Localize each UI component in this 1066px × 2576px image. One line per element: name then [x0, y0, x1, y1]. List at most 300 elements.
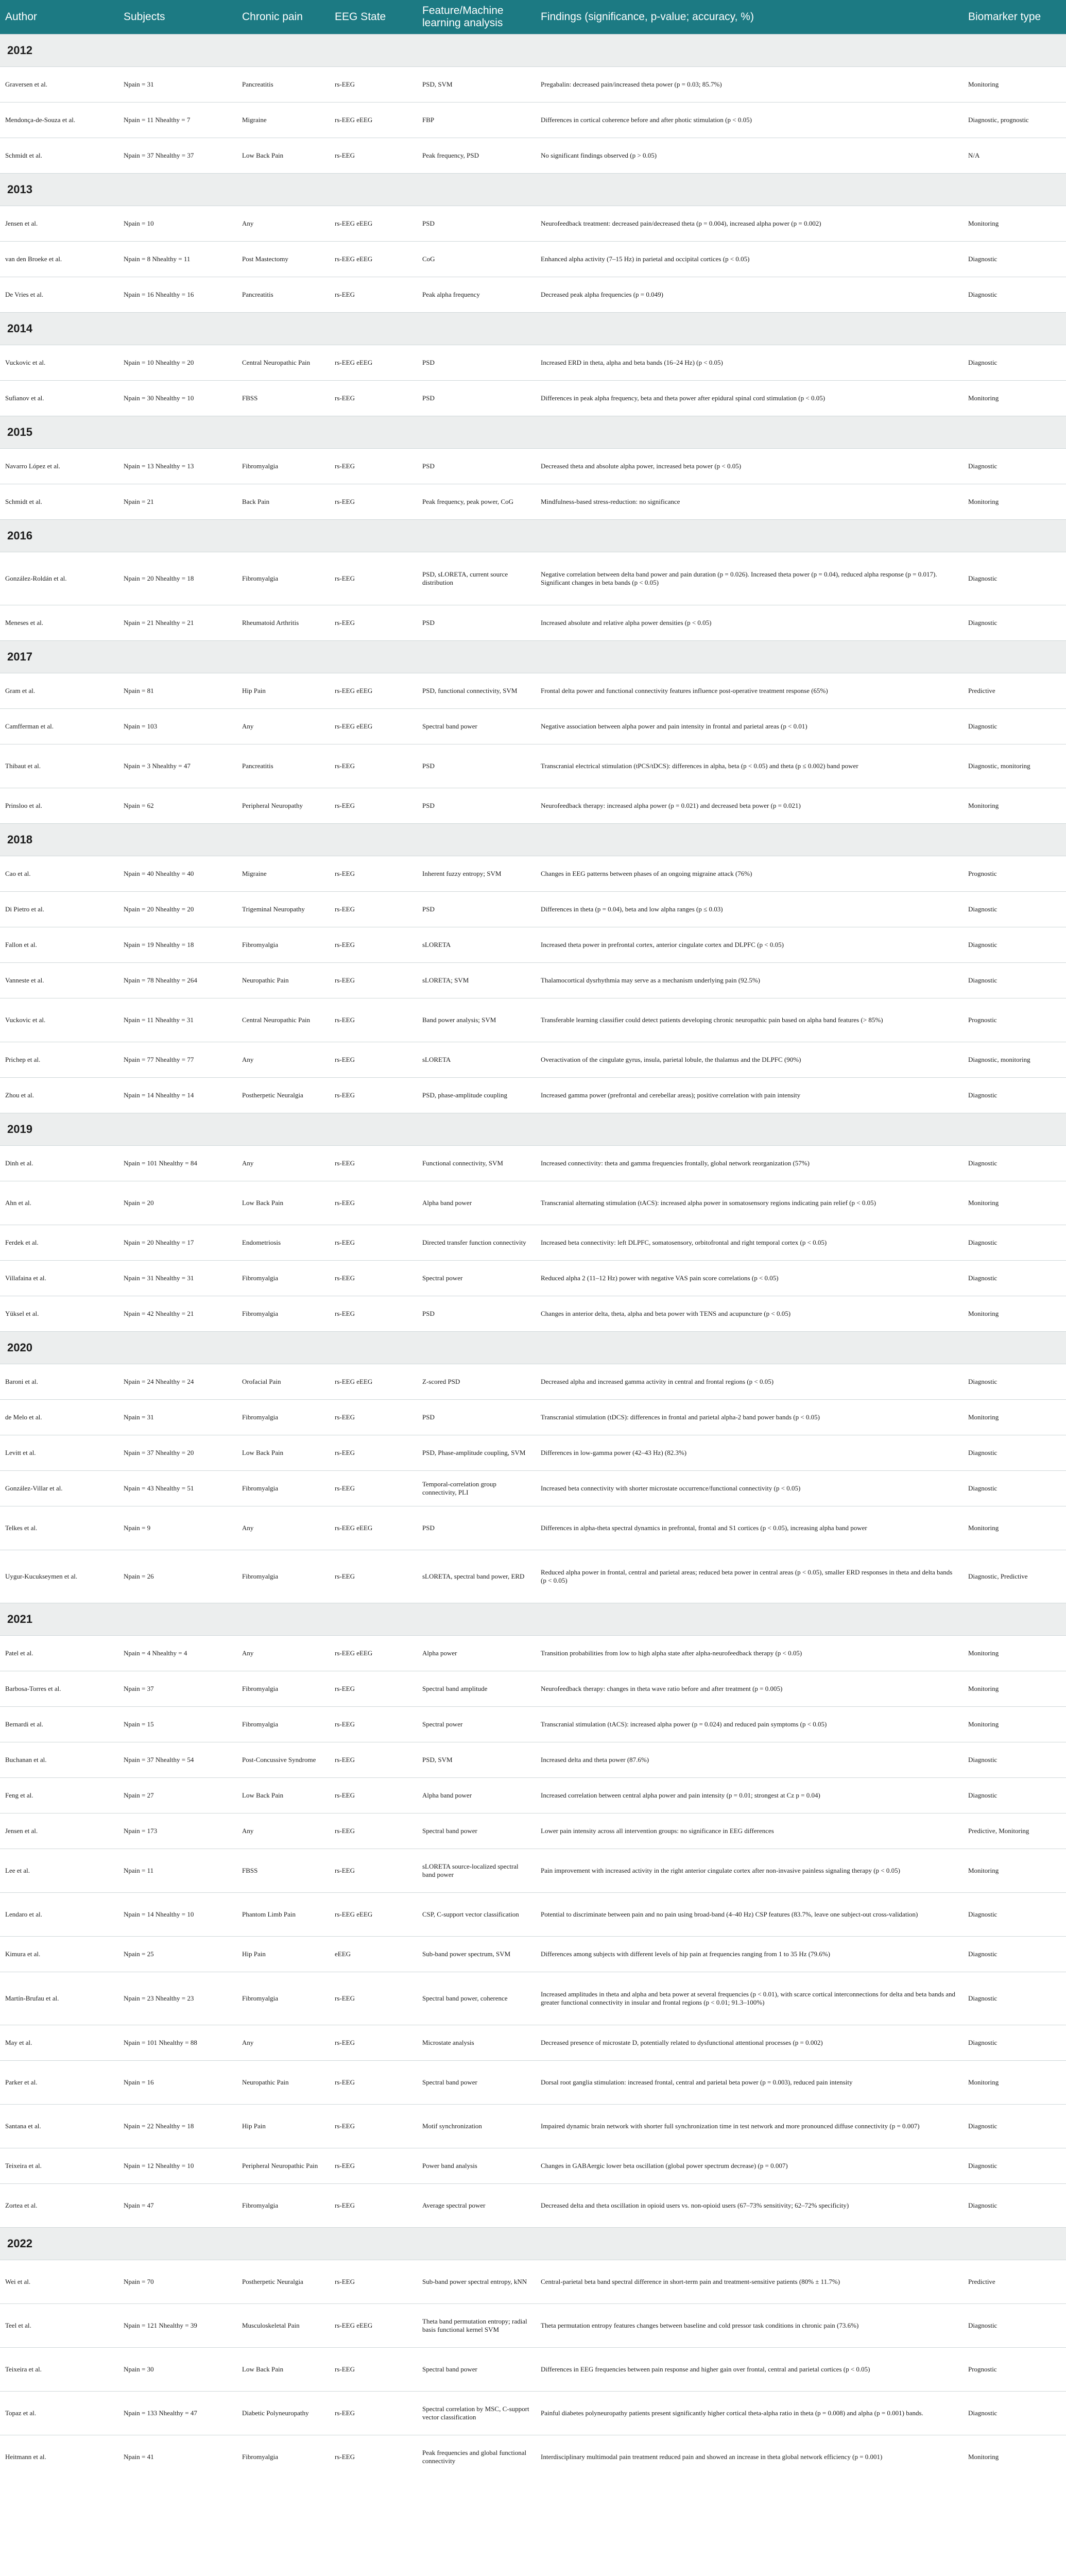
biomarker-type-cell: Monitoring [963, 1506, 1066, 1550]
findings-cell: Impaired dynamic brain network with shorter full synchronization time in test network and more pronounced diffuse connectivity (p = 0.007) [536, 2105, 963, 2148]
feature-cell: PSD [417, 1400, 536, 1435]
eeg-state-cell: rs-EEG [330, 2260, 417, 2304]
author-cell: Parker et al. [0, 2061, 118, 2105]
subjects-cell: Npain = 10 Nhealthy = 20 [118, 345, 237, 381]
chronic-pain-cell: Postherpetic Neuralgia [237, 2260, 330, 2304]
chronic-pain-cell: Peripheral Neuropathy [237, 788, 330, 824]
table-row [0, 1435, 1066, 1471]
feature-cell: sLORETA [417, 1042, 536, 1078]
chronic-pain-cell: Hip Pain [237, 2105, 330, 2148]
year-label: 2017 [0, 641, 1066, 673]
eeg-state-cell: rs-EEG [330, 1778, 417, 1814]
table-row [0, 709, 1066, 744]
chronic-pain-cell: Low Back Pain [237, 138, 330, 174]
subjects-cell: Npain = 30 Nhealthy = 10 [118, 381, 237, 416]
author-cell: Dinh et al. [0, 1146, 118, 1181]
subjects-cell: Npain = 22 Nhealthy = 18 [118, 2105, 237, 2148]
eeg-state-cell: rs-EEG [330, 552, 417, 605]
table-row [0, 1296, 1066, 1332]
biomarker-type-cell: Diagnostic, monitoring [963, 1042, 1066, 1078]
biomarker-type-cell: Diagnostic [963, 1364, 1066, 1400]
findings-cell: Differences in low-gamma power (42–43 Hz) (82.3%) [536, 1435, 963, 1471]
subjects-cell: Npain = 31 [118, 1400, 237, 1435]
chronic-pain-cell: Any [237, 206, 330, 242]
eeg-state-cell: rs-EEG [330, 1972, 417, 2025]
findings-cell: Thalamocortical dysrhythmia may serve as a mechanism underlying pain (92.5%) [536, 963, 963, 998]
feature-cell: Sub-band power spectrum, SVM [417, 1937, 536, 1972]
year-row [0, 313, 1066, 345]
chronic-pain-cell: Fibromyalgia [237, 1707, 330, 1742]
feature-cell: Spectral power [417, 1707, 536, 1742]
biomarker-type-cell: Diagnostic [963, 2105, 1066, 2148]
chronic-pain-cell: Musculoskeletal Pain [237, 2304, 330, 2348]
table-row [0, 2061, 1066, 2105]
eeg-state-cell: rs-EEG [330, 381, 417, 416]
eeg-state-cell: rs-EEG [330, 1814, 417, 1849]
table-row [0, 1636, 1066, 1671]
table-row [0, 1849, 1066, 1893]
chronic-pain-cell: Any [237, 1636, 330, 1671]
biomarker-type-cell: Monitoring [963, 1181, 1066, 1225]
subjects-cell: Npain = 23 Nhealthy = 23 [118, 1972, 237, 2025]
table-row [0, 744, 1066, 788]
findings-cell: Decreased delta and theta oscillation in opioid users vs. non-opioid users (67–73% sensitivity; 62–72% specificity) [536, 2184, 963, 2228]
findings-cell: Transcranial stimulation (tACS): increased alpha power (p = 0.024) and reduced pain symptoms (p < 0.05) [536, 1707, 963, 1742]
biomarker-type-cell: Monitoring [963, 788, 1066, 824]
author-cell: Ahn et al. [0, 1181, 118, 1225]
author-cell: Teixeira et al. [0, 2148, 118, 2184]
author-cell: van den Broeke et al. [0, 242, 118, 277]
feature-cell: PSD [417, 892, 536, 927]
subjects-cell: Npain = 70 [118, 2260, 237, 2304]
author-cell: Jensen et al. [0, 206, 118, 242]
eeg-state-cell: rs-EEG [330, 744, 417, 788]
subjects-cell: Npain = 31 Nhealthy = 31 [118, 1261, 237, 1296]
chronic-pain-cell: FBSS [237, 381, 330, 416]
findings-cell: Differences among subjects with different levels of hip pain at frequencies ranging from 1 to 35 Hz (79.6%) [536, 1937, 963, 1972]
biomarker-type-cell: Predictive [963, 673, 1066, 709]
biomarker-type-cell: Diagnostic [963, 1435, 1066, 1471]
subjects-cell: Npain = 10 [118, 206, 237, 242]
subjects-cell: Npain = 173 [118, 1814, 237, 1849]
eeg-state-cell: rs-EEG [330, 1849, 417, 1893]
chronic-pain-cell: Low Back Pain [237, 1181, 330, 1225]
findings-cell: Frontal delta power and functional connectivity features influence post-operative treatment response (65%) [536, 673, 963, 709]
feature-cell: PSD [417, 744, 536, 788]
biomarker-type-cell: Diagnostic [963, 1078, 1066, 1113]
biomarker-type-cell: Monitoring [963, 2061, 1066, 2105]
chronic-pain-cell: Diabetic Polyneuropathy [237, 2392, 330, 2435]
biomarker-type-cell: Diagnostic [963, 1471, 1066, 1506]
biomarker-type-cell: Monitoring [963, 1707, 1066, 1742]
author-cell: Baroni et al. [0, 1364, 118, 1400]
subjects-cell: Npain = 15 [118, 1707, 237, 1742]
table-row [0, 2304, 1066, 2348]
feature-cell: Peak alpha frequency [417, 277, 536, 313]
author-cell: Kimura et al. [0, 1937, 118, 1972]
subjects-cell: Npain = 78 Nhealthy = 264 [118, 963, 237, 998]
chronic-pain-cell: Pancreatitis [237, 277, 330, 313]
eeg-state-cell: rs-EEG eEEG [330, 673, 417, 709]
author-cell: Telkes et al. [0, 1506, 118, 1550]
year-label: 2016 [0, 520, 1066, 552]
subjects-cell: Npain = 62 [118, 788, 237, 824]
eeg-state-cell: rs-EEG [330, 2105, 417, 2148]
author-cell: Meneses et al. [0, 605, 118, 641]
chronic-pain-cell: Fibromyalgia [237, 927, 330, 963]
biomarker-type-cell: Diagnostic [963, 1937, 1066, 1972]
author-cell: Vuckovic et al. [0, 998, 118, 1042]
biomarker-type-cell: Diagnostic [963, 1893, 1066, 1937]
header-feature-analysis: Feature/Machine learning analysis [417, 0, 536, 35]
chronic-pain-cell: Pancreatitis [237, 744, 330, 788]
findings-cell: Increased absolute and relative alpha power densities (p < 0.05) [536, 605, 963, 641]
feature-cell: sLORETA source-localized spectral band power [417, 1849, 536, 1893]
chronic-pain-cell: Any [237, 1506, 330, 1550]
feature-cell: sLORETA [417, 927, 536, 963]
subjects-cell: Npain = 9 [118, 1506, 237, 1550]
feature-cell: PSD [417, 1506, 536, 1550]
eeg-state-cell: rs-EEG [330, 1707, 417, 1742]
year-row [0, 520, 1066, 552]
feature-cell: FBP [417, 103, 536, 138]
findings-cell: Reduced alpha 2 (11–12 Hz) power with negative VAS pain score correlations (p < 0.05) [536, 1261, 963, 1296]
biomarker-type-cell: Diagnostic [963, 1742, 1066, 1778]
subjects-cell: Npain = 20 Nhealthy = 17 [118, 1225, 237, 1261]
table-row [0, 2392, 1066, 2435]
year-label: 2020 [0, 1332, 1066, 1364]
feature-cell: Spectral band power [417, 2061, 536, 2105]
year-row [0, 2228, 1066, 2260]
table-row [0, 788, 1066, 824]
year-label: 2012 [0, 35, 1066, 67]
chronic-pain-cell: Trigeminal Neuropathy [237, 892, 330, 927]
feature-cell: Peak frequencies and global functional connectivity [417, 2435, 536, 2479]
table-row [0, 673, 1066, 709]
author-cell: Zortea et al. [0, 2184, 118, 2228]
subjects-cell: Npain = 11 [118, 1849, 237, 1893]
chronic-pain-cell: Any [237, 2025, 330, 2061]
author-cell: Santana et al. [0, 2105, 118, 2148]
chronic-pain-cell: Neuropathic Pain [237, 963, 330, 998]
findings-cell: Transferable learning classifier could detect patients developing chronic neuropathic pain based on alpha band features (> 85%) [536, 998, 963, 1042]
table-row [0, 998, 1066, 1042]
subjects-cell: Npain = 24 Nhealthy = 24 [118, 1364, 237, 1400]
header-author: Author [0, 0, 118, 35]
year-label: 2018 [0, 824, 1066, 856]
findings-cell: Transcranial electrical stimulation (tPCS/tDCS): differences in alpha, beta (p < 0.05) and theta (p ≤ 0.002) band power [536, 744, 963, 788]
author-cell: González-Roldán et al. [0, 552, 118, 605]
chronic-pain-cell: Fibromyalgia [237, 2184, 330, 2228]
feature-cell: Spectral band power [417, 1814, 536, 1849]
feature-cell: CSP, C-support vector classification [417, 1893, 536, 1937]
chronic-pain-cell: Fibromyalgia [237, 1972, 330, 2025]
chronic-pain-cell: Any [237, 1146, 330, 1181]
chronic-pain-cell: Fibromyalgia [237, 1261, 330, 1296]
author-cell: Buchanan et al. [0, 1742, 118, 1778]
table-row [0, 1814, 1066, 1849]
author-cell: Fallon et al. [0, 927, 118, 963]
feature-cell: CoG [417, 242, 536, 277]
feature-cell: PSD, SVM [417, 1742, 536, 1778]
author-cell: Gram et al. [0, 673, 118, 709]
subjects-cell: Npain = 42 Nhealthy = 21 [118, 1296, 237, 1332]
chronic-pain-cell: Fibromyalgia [237, 449, 330, 484]
chronic-pain-cell: Fibromyalgia [237, 1671, 330, 1707]
biomarker-type-cell: Monitoring [963, 1400, 1066, 1435]
findings-cell: Potential to discriminate between pain and no pain using broad-band (4–40 Hz) CSP features (83.7%, leave one subject-out cross-validation) [536, 1893, 963, 1937]
subjects-cell: Npain = 43 Nhealthy = 51 [118, 1471, 237, 1506]
eeg-state-cell: rs-EEG [330, 605, 417, 641]
findings-cell: Increased beta connectivity: left DLPFC, somatosensory, orbitofrontal and right temporal cortex (p < 0.05) [536, 1225, 963, 1261]
author-cell: Martín-Brufau et al. [0, 1972, 118, 2025]
findings-cell: Changes in EEG patterns between phases of an ongoing migraine attack (76%) [536, 856, 963, 892]
feature-cell: Z-scored PSD [417, 1364, 536, 1400]
chronic-pain-cell: Central Neuropathic Pain [237, 345, 330, 381]
subjects-cell: Npain = 103 [118, 709, 237, 744]
eeg-state-cell: rs-EEG [330, 449, 417, 484]
chronic-pain-cell: Any [237, 709, 330, 744]
findings-cell: Decreased presence of microstate D, potentially related to dysfunctional attentional processes (p = 0.002) [536, 2025, 963, 2061]
table-row [0, 1972, 1066, 2025]
biomarker-type-cell: Predictive, Monitoring [963, 1814, 1066, 1849]
subjects-cell: Npain = 14 Nhealthy = 14 [118, 1078, 237, 1113]
header-subjects: Subjects [118, 0, 237, 35]
table-row [0, 449, 1066, 484]
author-cell: Teixeira et al. [0, 2348, 118, 2392]
eeg-state-cell: rs-EEG [330, 138, 417, 174]
findings-cell: No significant findings observed (p > 0.05) [536, 138, 963, 174]
feature-cell: Alpha power [417, 1636, 536, 1671]
feature-cell: PSD, SVM [417, 67, 536, 103]
author-cell: Schmidt et al. [0, 484, 118, 520]
subjects-cell: Npain = 101 Nhealthy = 84 [118, 1146, 237, 1181]
findings-cell: Increased beta connectivity with shorter microstate occurrence/functional connectivity (p < 0.05) [536, 1471, 963, 1506]
chronic-pain-cell: Low Back Pain [237, 1778, 330, 1814]
biomarker-type-cell: Prognostic [963, 856, 1066, 892]
findings-cell: Negative correlation between delta band power and pain duration (p = 0.026). Increased theta power (p = 0.04), reduced alpha response (p = 0.017). Significant changes in beta bands (p < 0.05) [536, 552, 963, 605]
year-row [0, 824, 1066, 856]
biomarker-type-cell: Diagnostic [963, 2304, 1066, 2348]
table-row [0, 1707, 1066, 1742]
subjects-cell: Npain = 81 [118, 673, 237, 709]
subjects-cell: Npain = 13 Nhealthy = 13 [118, 449, 237, 484]
table-row [0, 2260, 1066, 2304]
feature-cell: PSD [417, 449, 536, 484]
eeg-state-cell: rs-EEG [330, 927, 417, 963]
biomarker-type-cell: Diagnostic [963, 2184, 1066, 2228]
chronic-pain-cell: Rheumatoid Arthritis [237, 605, 330, 641]
chronic-pain-cell: Peripheral Neuropathic Pain [237, 2148, 330, 2184]
author-cell: Zhou et al. [0, 1078, 118, 1113]
biomarker-type-cell: Monitoring [963, 1296, 1066, 1332]
biomarker-type-cell: Diagnostic [963, 2148, 1066, 2184]
eeg-state-cell: rs-EEG [330, 892, 417, 927]
author-cell: Lendaro et al. [0, 1893, 118, 1937]
feature-cell: Peak frequency, PSD [417, 138, 536, 174]
author-cell: Feng et al. [0, 1778, 118, 1814]
author-cell: Jensen et al. [0, 1814, 118, 1849]
eeg-state-cell: rs-EEG [330, 1296, 417, 1332]
subjects-cell: Npain = 14 Nhealthy = 10 [118, 1893, 237, 1937]
eeg-state-cell: rs-EEG [330, 1671, 417, 1707]
table-row [0, 345, 1066, 381]
table-row [0, 856, 1066, 892]
header-chronic-pain: Chronic pain [237, 0, 330, 35]
subjects-cell: Npain = 47 [118, 2184, 237, 2228]
biomarker-type-cell: Diagnostic [963, 927, 1066, 963]
chronic-pain-cell: Migraine [237, 103, 330, 138]
biomarker-type-cell: Diagnostic [963, 1972, 1066, 2025]
feature-cell: Alpha band power [417, 1778, 536, 1814]
table-row [0, 277, 1066, 313]
subjects-cell: Npain = 11 Nhealthy = 31 [118, 998, 237, 1042]
eeg-state-cell: rs-EEG [330, 856, 417, 892]
table-row [0, 1937, 1066, 1972]
year-row [0, 1332, 1066, 1364]
chronic-pain-cell: Fibromyalgia [237, 2435, 330, 2479]
feature-cell: Power band analysis [417, 2148, 536, 2184]
table-row [0, 963, 1066, 998]
author-cell: Vuckovic et al. [0, 345, 118, 381]
eeg-state-cell: rs-EEG [330, 1742, 417, 1778]
chronic-pain-cell: Any [237, 1814, 330, 1849]
eeg-state-cell: rs-EEG [330, 2061, 417, 2105]
biomarker-type-cell: Diagnostic [963, 1225, 1066, 1261]
eeg-state-cell: rs-EEG [330, 2392, 417, 2435]
findings-cell: Transcranial stimulation (tDCS): differences in frontal and parietal alpha-2 band power bands (p < 0.05) [536, 1400, 963, 1435]
biomarker-type-cell: Diagnostic [963, 2025, 1066, 2061]
author-cell: Vanneste et al. [0, 963, 118, 998]
chronic-pain-cell: Fibromyalgia [237, 1400, 330, 1435]
biomarker-type-cell: Diagnostic [963, 552, 1066, 605]
table-row [0, 206, 1066, 242]
findings-cell: Differences in alpha-theta spectral dynamics in prefrontal, frontal and S1 cortices (p < 0.05), increasing alpha band power [536, 1506, 963, 1550]
author-cell: Graversen et al. [0, 67, 118, 103]
eeg-state-cell: rs-EEG [330, 1261, 417, 1296]
author-cell: Schmidt et al. [0, 138, 118, 174]
eeg-state-cell: rs-EEG eEEG [330, 709, 417, 744]
year-label: 2021 [0, 1603, 1066, 1636]
table-row [0, 103, 1066, 138]
author-cell: De Vries et al. [0, 277, 118, 313]
author-cell: Patel et al. [0, 1636, 118, 1671]
feature-cell: Spectral band power, coherence [417, 1972, 536, 2025]
subjects-cell: Npain = 101 Nhealthy = 88 [118, 2025, 237, 2061]
chronic-pain-cell: Low Back Pain [237, 2348, 330, 2392]
feature-cell: Spectral band power [417, 2348, 536, 2392]
subjects-cell: Npain = 21 Nhealthy = 21 [118, 605, 237, 641]
biomarker-type-cell: Diagnostic [963, 345, 1066, 381]
biomarker-type-cell: Diagnostic, monitoring [963, 744, 1066, 788]
findings-cell: Neurofeedback treatment: decreased pain/decreased theta (p = 0.004), increased alpha power (p = 0.002) [536, 206, 963, 242]
biomarker-type-cell: Diagnostic [963, 2392, 1066, 2435]
table-row [0, 242, 1066, 277]
table-row [0, 1261, 1066, 1296]
findings-cell: Increased theta power in prefrontal cortex, anterior cingulate cortex and DLPFC (p < 0.05) [536, 927, 963, 963]
table-row [0, 138, 1066, 174]
table-row [0, 2435, 1066, 2479]
author-cell: Camfferman et al. [0, 709, 118, 744]
findings-cell: Increased connectivity: theta and gamma frequencies frontally, global network reorganization (57%) [536, 1146, 963, 1181]
header-eeg-state: EEG State [330, 0, 417, 35]
eeg-state-cell: rs-EEG [330, 1471, 417, 1506]
subjects-cell: Npain = 40 Nhealthy = 40 [118, 856, 237, 892]
findings-cell: Increased amplitudes in theta and alpha and beta power at several frequencies (p < 0.01), with scarce cortical interconnections for delta and beta bands and greater functional connectivity in insular and frontal regions (p < 0.01; 91.3–100%) [536, 1972, 963, 2025]
biomarker-type-cell: Prognostic [963, 2348, 1066, 2392]
feature-cell: Spectral power [417, 1261, 536, 1296]
biomarker-type-cell: Monitoring [963, 2435, 1066, 2479]
subjects-cell: Npain = 31 [118, 67, 237, 103]
eeg-state-cell: rs-EEG [330, 2435, 417, 2479]
table-header-row [0, 0, 1066, 35]
feature-cell: Alpha band power [417, 1181, 536, 1225]
table-row [0, 2348, 1066, 2392]
author-cell: Prichep et al. [0, 1042, 118, 1078]
subjects-cell: Npain = 16 Nhealthy = 16 [118, 277, 237, 313]
year-label: 2013 [0, 174, 1066, 206]
findings-cell: Increased ERD in theta, alpha and beta bands (16–24 Hz) (p < 0.05) [536, 345, 963, 381]
author-cell: de Melo et al. [0, 1400, 118, 1435]
subjects-cell: Npain = 19 Nhealthy = 18 [118, 927, 237, 963]
author-cell: Thibaut et al. [0, 744, 118, 788]
author-cell: Cao et al. [0, 856, 118, 892]
author-cell: Yüksel et al. [0, 1296, 118, 1332]
table-row [0, 1364, 1066, 1400]
author-cell: Wei et al. [0, 2260, 118, 2304]
chronic-pain-cell: Fibromyalgia [237, 552, 330, 605]
chronic-pain-cell: Back Pain [237, 484, 330, 520]
chronic-pain-cell: Post-Concussive Syndrome [237, 1742, 330, 1778]
biomarker-type-cell: Diagnostic, Predictive [963, 1550, 1066, 1603]
feature-cell: Spectral correlation by MSC, C-support vector classification [417, 2392, 536, 2435]
table-row [0, 1400, 1066, 1435]
eeg-state-cell: rs-EEG [330, 998, 417, 1042]
eeg-state-cell: rs-EEG [330, 1225, 417, 1261]
eeg-state-cell: rs-EEG [330, 1550, 417, 1603]
table-row [0, 927, 1066, 963]
year-row [0, 1603, 1066, 1636]
biomarker-type-cell: Prognostic [963, 998, 1066, 1042]
table-row [0, 381, 1066, 416]
eeg-state-cell: rs-EEG [330, 788, 417, 824]
feature-cell: Average spectral power [417, 2184, 536, 2228]
findings-cell: Increased correlation between central alpha power and pain intensity (p = 0.01; strongest at Cz p = 0.04) [536, 1778, 963, 1814]
findings-cell: Interdisciplinary multimodal pain treatment reduced pain and showed an increase in theta global network efficiency (p = 0.001) [536, 2435, 963, 2479]
author-cell: Mendonça-de-Souza et al. [0, 103, 118, 138]
table-row [0, 1225, 1066, 1261]
year-label: 2015 [0, 416, 1066, 449]
feature-cell: Peak frequency, peak power, CoG [417, 484, 536, 520]
biomarker-type-cell: Monitoring [963, 206, 1066, 242]
findings-cell: Changes in anterior delta, theta, alpha and beta power with TENS and acupuncture (p < 0.05) [536, 1296, 963, 1332]
header-findings: Findings (significance, p-value; accuracy, %) [536, 0, 963, 35]
feature-cell: Sub-band power spectral entropy, kNN [417, 2260, 536, 2304]
biomarker-type-cell: Diagnostic [963, 242, 1066, 277]
feature-cell: Band power analysis; SVM [417, 998, 536, 1042]
findings-cell: Lower pain intensity across all intervention groups: no significance in EEG differences [536, 1814, 963, 1849]
biomarker-type-cell: Diagnostic [963, 1261, 1066, 1296]
biomarker-type-cell: Monitoring [963, 484, 1066, 520]
biomarker-type-cell: Diagnostic [963, 449, 1066, 484]
findings-cell: Decreased alpha and increased gamma activity in central and frontal regions (p < 0.05) [536, 1364, 963, 1400]
subjects-cell: Npain = 37 Nhealthy = 20 [118, 1435, 237, 1471]
feature-cell: Spectral band amplitude [417, 1671, 536, 1707]
chronic-pain-cell: Pancreatitis [237, 67, 330, 103]
eeg-state-cell: eEEG [330, 1937, 417, 1972]
feature-cell: PSD [417, 381, 536, 416]
subjects-cell: Npain = 37 Nhealthy = 37 [118, 138, 237, 174]
